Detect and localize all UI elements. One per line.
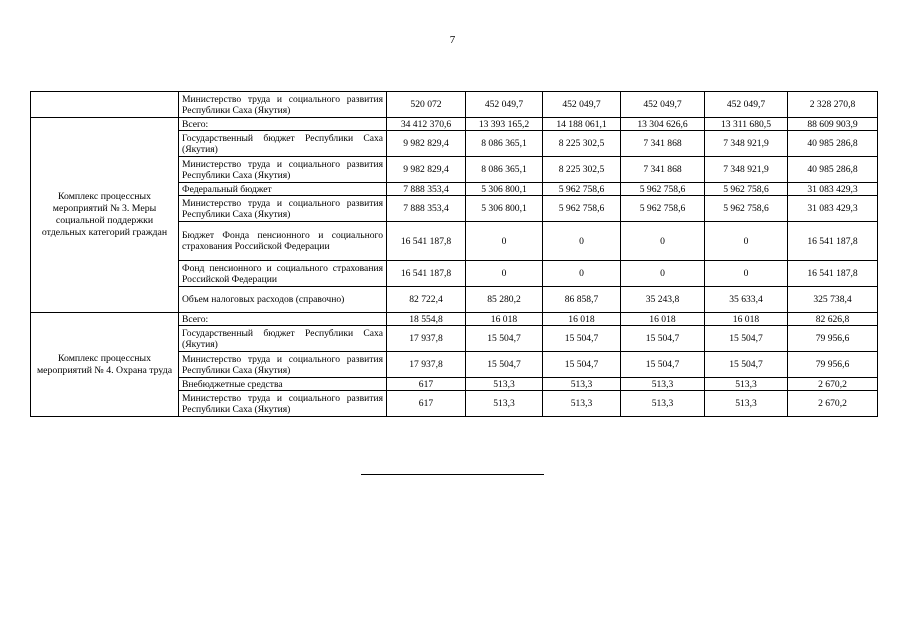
value-cell: 15 504,7 (466, 326, 543, 352)
value-cell: 5 962 758,6 (621, 183, 705, 196)
value-cell: 0 (466, 222, 543, 261)
value-cell: 5 306 800,1 (466, 196, 543, 222)
complex-cell-empty (31, 92, 179, 118)
budget-table (30, 91, 878, 417)
value-cell: 452 049,7 (705, 92, 788, 118)
source-cell: Министерство труда и социального развития Республики Саха (Якутия) (179, 352, 387, 378)
value-cell: 15 504,7 (705, 326, 788, 352)
value-cell: 5 306 800,1 (466, 183, 543, 196)
value-cell: 16 541 187,8 (788, 261, 878, 287)
source-cell: Всего: (179, 313, 387, 326)
source-cell: Государственный бюджет Республики Саха (Якутия) (179, 326, 387, 352)
value-cell: 86 858,7 (543, 287, 621, 313)
source-cell: Фонд пенсионного и социального страхования Российской Федерации (179, 261, 387, 287)
source-cell: Государственный бюджет Республики Саха (Якутия) (179, 131, 387, 157)
value-cell: 13 311 680,5 (705, 118, 788, 131)
value-cell: 79 956,6 (788, 326, 878, 352)
source-cell: Министерство труда и социального развития Республики Саха (Якутия) (179, 92, 387, 118)
value-cell: 617 (387, 391, 466, 417)
value-cell: 18 554,8 (387, 313, 466, 326)
value-cell: 8 225 302,5 (543, 131, 621, 157)
value-cell: 35 633,4 (705, 287, 788, 313)
value-cell: 16 018 (621, 313, 705, 326)
source-cell: Министерство труда и социального развития Республики Саха (Якутия) (179, 196, 387, 222)
value-cell: 82 722,4 (387, 287, 466, 313)
value-cell: 617 (387, 378, 466, 391)
value-cell: 513,3 (466, 391, 543, 417)
value-cell: 82 626,8 (788, 313, 878, 326)
source-cell: Министерство труда и социального развития Республики Саха (Якутия) (179, 391, 387, 417)
value-cell: 34 412 370,6 (387, 118, 466, 131)
value-cell: 31 083 429,3 (788, 196, 878, 222)
source-cell: Всего: (179, 118, 387, 131)
value-cell: 9 982 829,4 (387, 131, 466, 157)
value-cell: 2 670,2 (788, 378, 878, 391)
value-cell: 7 348 921,9 (705, 157, 788, 183)
value-cell: 15 504,7 (543, 352, 621, 378)
value-cell: 7 888 353,4 (387, 196, 466, 222)
value-cell: 7 341 868 (621, 157, 705, 183)
value-cell: 16 018 (543, 313, 621, 326)
source-cell: Объем налоговых расходов (справочно) (179, 287, 387, 313)
page-number: 7 (449, 34, 456, 46)
value-cell: 0 (543, 261, 621, 287)
value-cell: 513,3 (621, 391, 705, 417)
value-cell: 40 985 286,8 (788, 131, 878, 157)
table-row (31, 118, 878, 131)
complex-cell-3: Комплекс процессных мероприятий № 3. Меры социальной поддержки отдельных категорий граждан (31, 118, 179, 313)
value-cell: 0 (705, 222, 788, 261)
value-cell: 5 962 758,6 (543, 196, 621, 222)
value-cell: 7 888 353,4 (387, 183, 466, 196)
value-cell: 16 541 187,8 (387, 222, 466, 261)
table-row (31, 92, 878, 118)
value-cell: 88 609 903,9 (788, 118, 878, 131)
table-row (31, 313, 878, 326)
value-cell: 35 243,8 (621, 287, 705, 313)
value-cell: 15 504,7 (705, 352, 788, 378)
value-cell: 85 280,2 (466, 287, 543, 313)
source-cell: Министерство труда и социального развития Республики Саха (Якутия) (179, 157, 387, 183)
value-cell: 7 341 868 (621, 131, 705, 157)
value-cell: 79 956,6 (788, 352, 878, 378)
value-cell: 16 541 187,8 (387, 261, 466, 287)
value-cell: 13 393 165,2 (466, 118, 543, 131)
value-cell: 513,3 (543, 378, 621, 391)
value-cell: 8 086 365,1 (466, 157, 543, 183)
value-cell: 0 (543, 222, 621, 261)
value-cell: 31 083 429,3 (788, 183, 878, 196)
value-cell: 7 348 921,9 (705, 131, 788, 157)
value-cell: 13 304 626,6 (621, 118, 705, 131)
value-cell: 17 937,8 (387, 352, 466, 378)
source-cell: Внебюджетные средства (179, 378, 387, 391)
value-cell: 5 962 758,6 (705, 183, 788, 196)
value-cell: 513,3 (466, 378, 543, 391)
value-cell: 15 504,7 (466, 352, 543, 378)
value-cell: 2 328 270,8 (788, 92, 878, 118)
value-cell: 16 541 187,8 (788, 222, 878, 261)
value-cell: 15 504,7 (621, 326, 705, 352)
value-cell: 452 049,7 (466, 92, 543, 118)
value-cell: 5 962 758,6 (705, 196, 788, 222)
footer-divider (361, 474, 544, 475)
value-cell: 325 738,4 (788, 287, 878, 313)
value-cell: 513,3 (621, 378, 705, 391)
value-cell: 452 049,7 (621, 92, 705, 118)
value-cell: 40 985 286,8 (788, 157, 878, 183)
value-cell: 5 962 758,6 (621, 196, 705, 222)
value-cell: 520 072 (387, 92, 466, 118)
value-cell: 5 962 758,6 (543, 183, 621, 196)
value-cell: 15 504,7 (543, 326, 621, 352)
value-cell: 0 (705, 261, 788, 287)
value-cell: 17 937,8 (387, 326, 466, 352)
value-cell: 14 188 061,1 (543, 118, 621, 131)
value-cell: 15 504,7 (621, 352, 705, 378)
source-cell: Бюджет Фонда пенсионного и социального страхования Российской Федерации (179, 222, 387, 261)
value-cell: 0 (621, 222, 705, 261)
value-cell: 8 225 302,5 (543, 157, 621, 183)
value-cell: 9 982 829,4 (387, 157, 466, 183)
source-cell: Федеральный бюджет (179, 183, 387, 196)
value-cell: 513,3 (705, 391, 788, 417)
value-cell: 16 018 (466, 313, 543, 326)
value-cell: 452 049,7 (543, 92, 621, 118)
value-cell: 513,3 (705, 378, 788, 391)
value-cell: 8 086 365,1 (466, 131, 543, 157)
value-cell: 0 (621, 261, 705, 287)
value-cell: 2 670,2 (788, 391, 878, 417)
value-cell: 16 018 (705, 313, 788, 326)
value-cell: 0 (466, 261, 543, 287)
complex-cell-4: Комплекс процессных мероприятий № 4. Охрана труда (31, 313, 179, 417)
value-cell: 513,3 (543, 391, 621, 417)
